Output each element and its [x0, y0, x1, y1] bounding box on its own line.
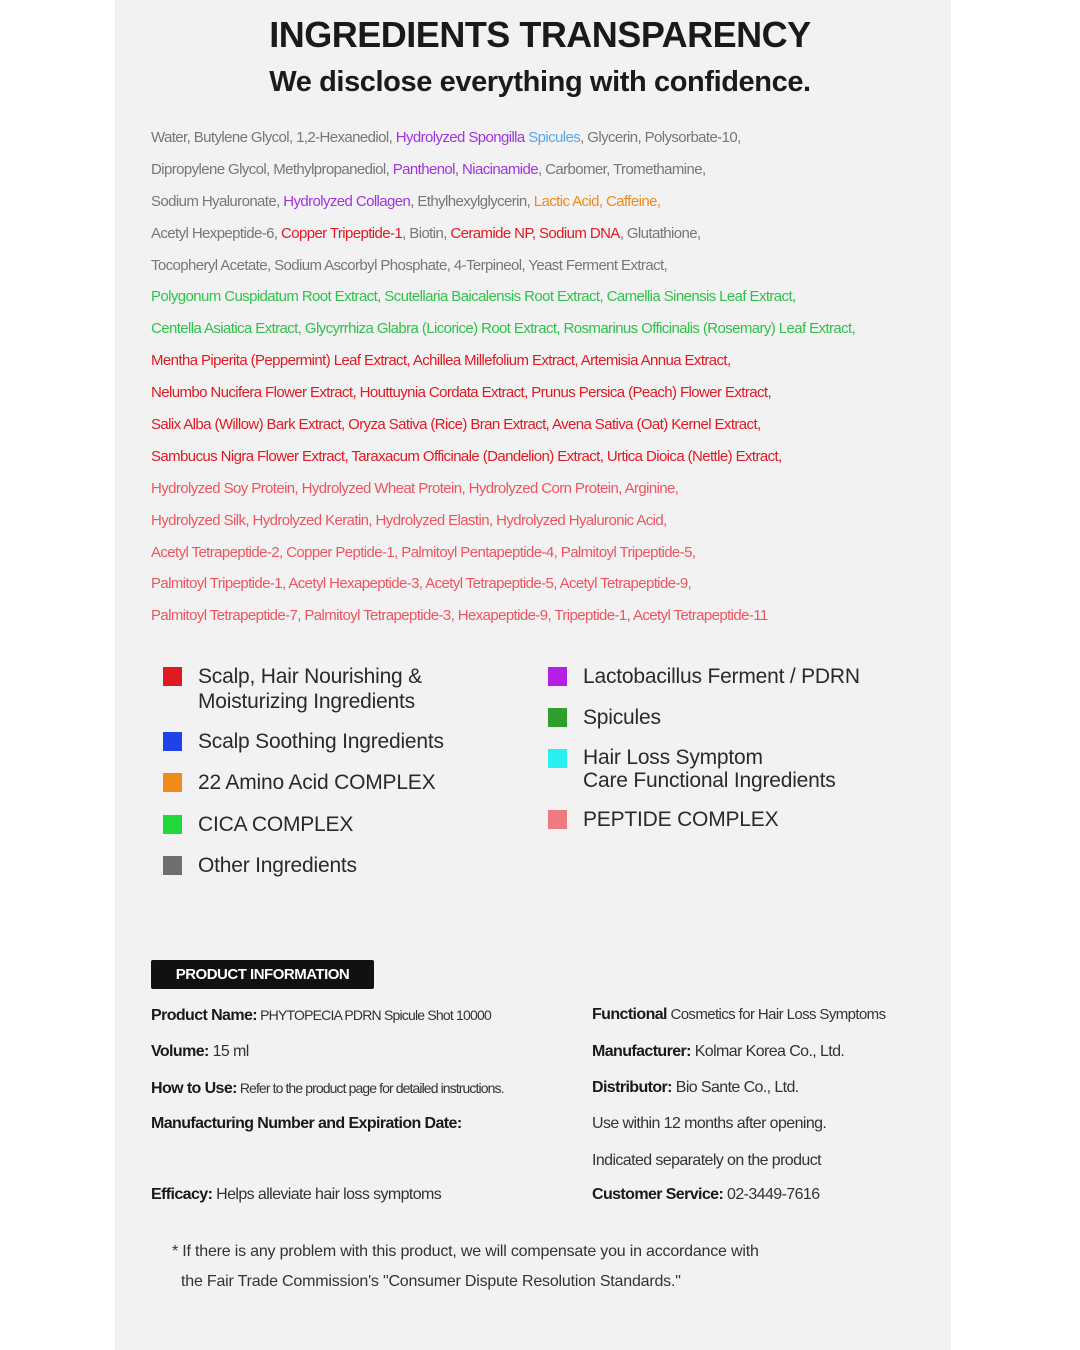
page-subtitle: We disclose everything with confidence. — [269, 66, 811, 98]
legend-item-nourishing — [163, 664, 422, 714]
ingredient-segment: Acetyl Hexpeptide-6, — [151, 224, 281, 242]
legend-item-spicules — [548, 705, 661, 730]
legend-label: Spicules — [583, 706, 661, 729]
legend-item-pdrn — [548, 664, 860, 689]
legend-item-other — [163, 853, 357, 878]
legend-label: CICA COMPLEX — [198, 813, 354, 836]
legend-swatch — [163, 856, 182, 875]
ingredient-segment: Dipropylene Glycol, Methylpropanediol, — [151, 160, 393, 178]
ingredient-segment: Water, Butylene Glycol, 1,2-Hexanediol, — [151, 129, 396, 146]
ingredient-segment: , Ethylhexylglycerin, — [410, 192, 534, 210]
ingredient-line — [151, 510, 951, 542]
how-to-use-value: Refer to the product page for detailed instructions. — [236, 1080, 504, 1096]
manufacturer-label: Manufacturer: — [592, 1043, 691, 1060]
ingredients-list — [151, 127, 951, 637]
product-name-label: Product Name: — [151, 1007, 257, 1024]
product-info-badge: PRODUCT INFORMATION — [151, 960, 374, 989]
legend-label: Lactobacillus Ferment / PDRN — [583, 665, 860, 688]
ingredient-segment: Polygonum Cuspidatum Root Extract, Scutellaria Baicalensis Root Extract, Camellia Sinensis Leaf Extract, — [151, 288, 796, 306]
legend-swatch — [548, 667, 567, 686]
legend-label: PEPTIDE COMPLEX — [583, 808, 779, 831]
efficacy-row — [151, 1185, 441, 1205]
ingredient-line — [151, 286, 951, 318]
ingredient-segment: Copper Tripeptide-1 — [280, 224, 403, 242]
ingredient-line — [151, 382, 951, 414]
ingredient-segment: Hydrolyzed Soy Protein, Hydrolyzed Wheat Protein, Hydrolyzed Corn Protein, Arginine, — [151, 479, 679, 497]
page-title: INGREDIENTS TRANSPARENCY — [269, 14, 811, 55]
ingredient-line — [151, 255, 951, 287]
ingredient-segment: Spicules — [524, 129, 581, 146]
ingredient-line — [151, 127, 951, 159]
ingredient-line — [151, 478, 951, 510]
ingredient-segment: Hydrolyzed Spongilla — [395, 129, 525, 146]
use-within-text: Use within 12 months after opening. — [592, 1115, 827, 1132]
efficacy-label: Efficacy: — [151, 1186, 213, 1203]
ingredient-segment: , Glycerin, Polysorbate-10, — [580, 129, 741, 146]
ingredient-segment: , Carbomer, Tromethamine, — [537, 160, 706, 178]
ingredient-segment: , Biotin, — [402, 224, 451, 242]
ingredient-line — [151, 573, 951, 605]
ingredient-line — [151, 605, 951, 637]
legend-item-hair-loss — [548, 746, 836, 792]
mfg-number-row — [151, 1114, 462, 1134]
ingredient-segment: Nelumbo Nucifera Flower Extract, Houttuynia Cordata Extract, Prunus Persica (Peach) Flower Extract, — [151, 384, 772, 402]
ingredient-line — [151, 542, 951, 574]
product-name-row — [151, 1005, 491, 1026]
ingredient-line — [151, 223, 951, 255]
customer-service-value: 02-3449-7616 — [723, 1186, 820, 1203]
legend-swatch — [548, 810, 567, 829]
product-name-value: PHYTOPECIA PDRN Spicule Shot 10000 — [257, 1007, 491, 1023]
indicated-text: Indicated separately on the product — [592, 1152, 821, 1169]
manufacturer-row — [592, 1042, 844, 1062]
legend-label: Scalp, Hair Nourishing & Moisturizing Ingredients — [198, 665, 422, 713]
efficacy-value: Helps alleviate hair loss symptoms — [212, 1186, 442, 1203]
ingredient-line — [151, 159, 951, 191]
legend-swatch — [163, 667, 182, 686]
legend-label: Scalp Soothing Ingredients — [198, 730, 444, 753]
functional-value: Cosmetics for Hair Loss Symptoms — [666, 1006, 886, 1023]
ingredient-line — [151, 414, 951, 446]
legend-label: 22 Amino Acid COMPLEX — [198, 771, 436, 794]
legend-label: Hair Loss Symptom Care Functional Ingredients — [583, 746, 836, 792]
ingredient-segment: Palmitoyl Tetrapeptide-7, Palmitoyl Tetrapeptide-3, Hexapeptide-9, Tripeptide-1, Acetyl Tetrapeptide-11 — [151, 607, 768, 625]
legend-swatch — [163, 815, 182, 834]
ingredient-segment: Sodium Hyaluronate, — [151, 192, 284, 210]
distributor-value: Bio Sante Co., Ltd. — [671, 1079, 799, 1096]
ingredient-segment: Mentha Piperita (Peppermint) Leaf Extract, Achillea Millefolium Extract, Artemisia Annua Extract, — [151, 352, 731, 370]
volume-label: Volume: — [151, 1043, 209, 1060]
legend-item-cica — [163, 812, 353, 837]
functional-label: Functional — [592, 1006, 667, 1023]
legend-swatch — [548, 708, 567, 727]
compensation-note — [172, 1237, 912, 1297]
distributor-label: Distributor: — [592, 1079, 672, 1096]
ingredient-segment: Centella Asiatica Extract, Glycyrrhiza Glabra (Licorice) Root Extract, Rosmarinus Officinalis (Rosemary) Leaf Extract, — [151, 320, 856, 338]
volume-value: 15 ml — [208, 1043, 249, 1060]
ingredient-segment: Sambucus Nigra Flower Extract, Taraxacum Officinale (Dandelion) Extract, Urtica Dioica (Nettle) Extract, — [151, 447, 782, 465]
legend-item-soothing — [163, 729, 444, 754]
ingredient-segment: Palmitoyl Tripeptide-1, Acetyl Hexapeptide-3, Acetyl Tetrapeptide-5, Acetyl Tetrapeptide-9, — [151, 575, 692, 593]
legend-swatch — [548, 749, 567, 768]
volume-row — [151, 1042, 249, 1062]
ingredient-segment: Acetyl Tetrapeptide-2, Copper Peptide-1, Palmitoyl Pentapeptide-4, Palmitoyl Tripeptide-5, — [151, 543, 696, 561]
ingredient-segment: Ceramide NP, Sodium DNA — [450, 224, 620, 242]
distributor-row — [592, 1078, 799, 1098]
ingredient-segment: Tocopheryl Acetate, Sodium Ascorbyl Phosphate, 4-Terpineol, Yeast Ferment Extract, — [151, 256, 668, 274]
ingredient-line — [151, 191, 951, 223]
manufacturer-value: Kolmar Korea Co., Ltd. — [690, 1043, 845, 1060]
ingredient-segment: Hydrolyzed Collagen — [283, 192, 411, 210]
legend-swatch — [163, 732, 182, 751]
mfg-number-label: Manufacturing Number and Expiration Date: — [151, 1115, 462, 1132]
customer-service-row — [592, 1185, 820, 1205]
legend-label: Other Ingredients — [198, 854, 357, 877]
note-line-1: * If there is any problem with this product, we will compensate you in accordance with — [172, 1243, 759, 1260]
legend-item-peptide — [548, 807, 778, 832]
how-to-use-row — [151, 1078, 504, 1099]
customer-service-label: Customer Service: — [592, 1186, 724, 1203]
ingredient-segment: Salix Alba (Willow) Bark Extract, Oryza Sativa (Rice) Bran Extract, Avena Sativa (Oat) Kernel Extract, — [151, 416, 761, 434]
ingredient-segment: Panthenol, Niacinamide — [392, 160, 538, 178]
legend-item-amino-acid — [163, 770, 435, 795]
note-line-2: the Fair Trade Commission's "Consumer Dispute Resolution Standards." — [181, 1273, 681, 1290]
ingredient-segment: Lactic Acid, Caffeine, — [533, 192, 661, 210]
how-to-use-label: How to Use: — [151, 1080, 237, 1097]
ingredient-segment: Hydrolyzed Silk, Hydrolyzed Keratin, Hydrolyzed Elastin, Hydrolyzed Hyaluronic Acid, — [151, 511, 667, 529]
functional-row — [592, 1005, 885, 1025]
ingredient-line — [151, 318, 951, 350]
ingredient-segment: , Glutathione, — [619, 224, 701, 242]
ingredient-line — [151, 446, 951, 478]
ingredient-line — [151, 350, 951, 382]
legend-swatch — [163, 773, 182, 792]
